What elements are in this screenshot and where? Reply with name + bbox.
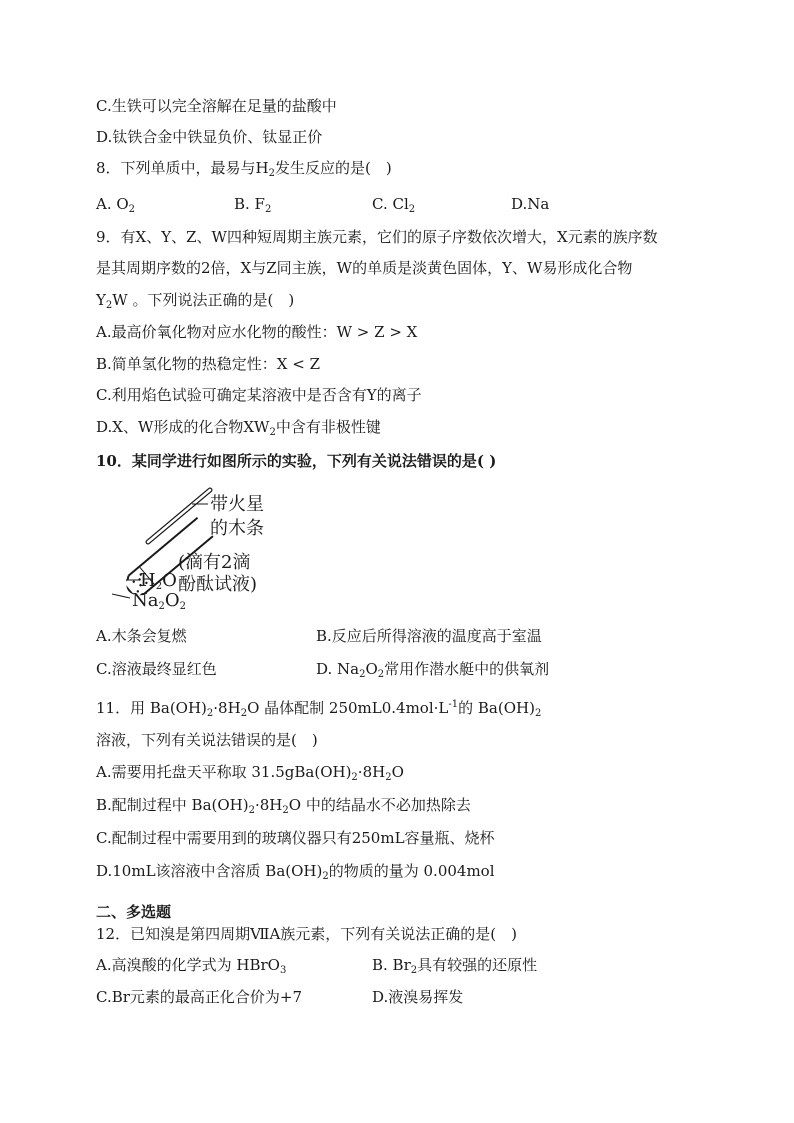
q11-stem-line1: 11．用 $Ba(OH)_2\cdot 8H_2O$ 晶体配制 $250mL0.4mol\cdot L^{-1}$的 $Ba(OH)_2$: [96, 699, 542, 719]
q12-option-d: D.液溴易挥发: [372, 988, 464, 1006]
test-tube-illustration: [98, 484, 298, 616]
q11-stem-line2: 溶液，下列有关说法错误的是( ): [96, 731, 318, 749]
q9-option-d: D.X、W形成的化合物$XW_2$中含有非极性键: [96, 418, 381, 438]
option-d-prev: D.钛铁合金中铁显负价、钛显正价: [96, 128, 323, 146]
section-heading-multiple-choice: 二、多选题: [96, 903, 172, 921]
q12-option-b: B. $Br_2$具有较强的还原性: [372, 956, 538, 976]
label-splint: 的木条: [210, 518, 264, 539]
label-phenol1: (滴有2滴: [178, 552, 251, 573]
q9-option-a: A.最高价氧化物对应水化物的酸性：W > Z > X: [96, 323, 418, 341]
q9-stem-line3: $Y_2W$ 。下列说法正确的是( ): [96, 291, 295, 311]
q10-option-c: C.溶液最终显红色: [96, 660, 217, 678]
q10-option-d: D. $Na_2O_2$常用作潜水艇中的供氧剂: [316, 660, 550, 680]
option-c-prev: C.生铁可以完全溶解在足量的盐酸中: [96, 97, 337, 115]
q9-option-c: C.利用焰色试验可确定某溶液中是否含有Y的离子: [96, 386, 422, 404]
q10-stem: 10．某同学进行如图所示的实验，下列有关说法错误的是( ): [96, 452, 497, 470]
q9-option-b: B.简单氢化物的热稳定性：X < Z: [96, 355, 320, 373]
label-phenol2: 酚酞试液): [178, 574, 258, 595]
q9-stem-line2: 是其周期序数的2倍，X与Z同主族，W的单质是淡黄色固体，Y、W易形成化合物: [96, 259, 633, 277]
label-glowing: 带火星: [210, 494, 264, 515]
label-h2o: $H_2O$: [140, 570, 177, 592]
q11-option-c: C.配制过程中需要用到的玻璃仪器只有250mL容量瓶、烧杯: [96, 829, 495, 847]
test-tube-figure: [98, 484, 298, 616]
q11-option-b: B.配制过程中 $Ba(OH)_2\cdot 8H_2O$ 中的结晶水不必加热除去: [96, 796, 471, 816]
q8-option-c: C. $Cl_2$: [372, 195, 416, 215]
q8-option-d: D.Na: [511, 195, 550, 213]
q12-option-c: C.Br元素的最高正化合价为+7: [96, 988, 303, 1006]
label-na2o2: $Na_2O_2$: [132, 590, 186, 612]
q11-option-d: D.10mL该溶液中含溶质 $Ba(OH)_2$的物质的量为 0.004mol: [96, 862, 495, 882]
q12-stem: 12．已知溴是第四周期ⅦA族元素，下列有关说法正确的是( ): [96, 925, 517, 943]
q8-stem: 8．下列单质中，最易与$H_2$发生反应的是( ): [96, 159, 392, 179]
q10-option-b: B.反应后所得溶液的温度高于室温: [316, 627, 542, 645]
q11-option-a: A.需要用托盘天平称取 $31.5gBa(OH)_2\cdot 8H_2O$: [96, 763, 404, 783]
q8-option-b: B. $F_2$: [234, 195, 272, 215]
q12-option-a: A.高溴酸的化学式为 HBrO$_3$: [96, 956, 287, 976]
q10-option-a: A.木条会复燃: [96, 627, 187, 645]
q8-option-a: A. $O_2$: [96, 195, 136, 215]
q9-stem-line1: 9．有X、Y、Z、W四种短周期主族元素，它们的原子序数依次增大，X元素的族序数: [96, 228, 658, 246]
